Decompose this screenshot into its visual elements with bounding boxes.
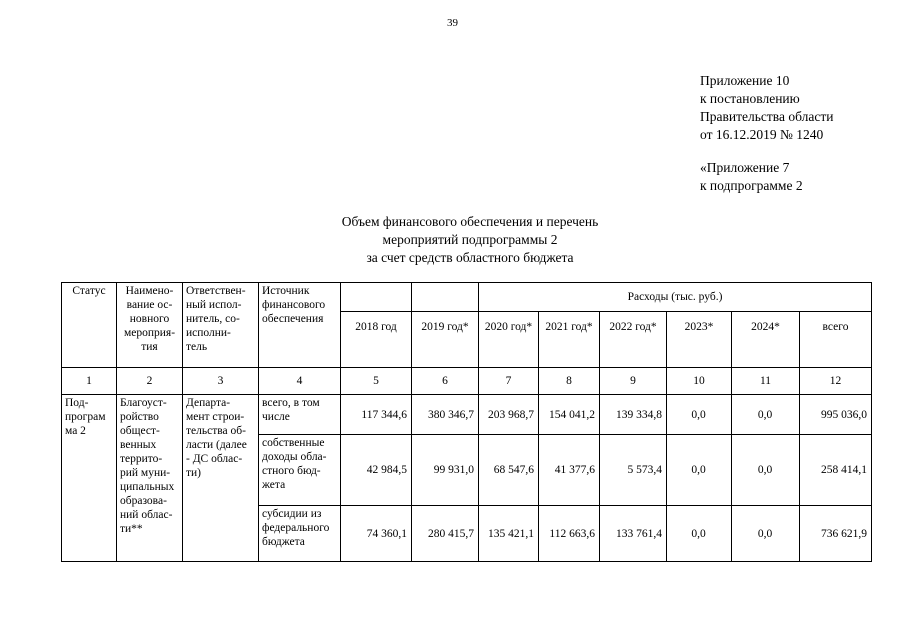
value-cell: 0,0 xyxy=(667,506,732,562)
value-cell: 154 041,2 xyxy=(539,395,600,435)
status-cell: Под- програм ма 2 xyxy=(62,395,117,562)
index-row xyxy=(62,368,872,395)
header-row-top xyxy=(62,283,872,312)
value-cell: 0,0 xyxy=(732,435,800,506)
header-total: всего xyxy=(800,312,872,368)
value-cell: 0,0 xyxy=(667,395,732,435)
index-cell: 7 xyxy=(479,368,539,395)
measure-name-cell: Благоуст- ройство общест- венных террито- рий муни- ципальных образова- ний облас- ти** xyxy=(117,395,183,562)
appendix-block xyxy=(700,72,833,195)
appendix-line: Приложение 10 xyxy=(700,73,790,88)
header-empty-cell xyxy=(341,283,412,312)
appendix-line: «Приложение 7 xyxy=(700,160,790,175)
table-row xyxy=(62,395,872,435)
index-cell: 9 xyxy=(600,368,667,395)
header-status: Статус xyxy=(62,283,117,368)
source-cell: всего, в том числе xyxy=(259,395,341,435)
appendix-spacer xyxy=(700,144,833,159)
index-cell: 11 xyxy=(732,368,800,395)
index-cell: 1 xyxy=(62,368,117,395)
header-empty-cell xyxy=(412,283,479,312)
header-year: 2018 год xyxy=(341,312,412,368)
document-title xyxy=(0,213,905,267)
index-cell: 6 xyxy=(412,368,479,395)
value-cell: 203 968,7 xyxy=(479,395,539,435)
header-expenses: Расходы (тыс. руб.) xyxy=(479,283,872,312)
total-cell: 258 414,1 xyxy=(800,435,872,506)
index-cell: 10 xyxy=(667,368,732,395)
value-cell: 117 344,6 xyxy=(341,395,412,435)
total-cell: 995 036,0 xyxy=(800,395,872,435)
header-year: 2023* xyxy=(667,312,732,368)
value-cell: 42 984,5 xyxy=(341,435,412,506)
header-executor: Ответствен- ный испол- нитель, со- исполни- тель xyxy=(183,283,259,368)
value-cell: 139 334,8 xyxy=(600,395,667,435)
appendix-line: Правительства области xyxy=(700,109,834,124)
value-cell: 68 547,6 xyxy=(479,435,539,506)
title-line: мероприятий подпрограммы 2 xyxy=(382,232,558,247)
index-cell: 2 xyxy=(117,368,183,395)
header-year: 2024* xyxy=(732,312,800,368)
header-year: 2019 год* xyxy=(412,312,479,368)
total-cell: 736 621,9 xyxy=(800,506,872,562)
value-cell: 112 663,6 xyxy=(539,506,600,562)
title-line: за счет средств областного бюджета xyxy=(366,250,574,265)
header-year: 2021 год* xyxy=(539,312,600,368)
appendix-line: от 16.12.2019 № 1240 xyxy=(700,127,824,142)
value-cell: 41 377,6 xyxy=(539,435,600,506)
value-cell: 99 931,0 xyxy=(412,435,479,506)
appendix-line: к постановлению xyxy=(700,91,800,106)
value-cell: 133 761,4 xyxy=(600,506,667,562)
index-cell: 4 xyxy=(259,368,341,395)
index-cell: 5 xyxy=(341,368,412,395)
value-cell: 380 346,7 xyxy=(412,395,479,435)
page-number: 39 xyxy=(447,17,458,29)
value-cell: 280 415,7 xyxy=(412,506,479,562)
index-cell: 3 xyxy=(183,368,259,395)
value-cell: 74 360,1 xyxy=(341,506,412,562)
value-cell: 0,0 xyxy=(732,506,800,562)
index-cell: 8 xyxy=(539,368,600,395)
finance-table xyxy=(61,282,872,562)
appendix-line: к подпрограмме 2 xyxy=(700,178,803,193)
header-source: Источник финансового обеспечения xyxy=(259,283,341,368)
header-year: 2022 год* xyxy=(600,312,667,368)
source-cell: собственные доходы обла- стного бюд- жета xyxy=(259,435,341,506)
index-cell: 12 xyxy=(800,368,872,395)
value-cell: 135 421,1 xyxy=(479,506,539,562)
header-year: 2020 год* xyxy=(479,312,539,368)
value-cell: 0,0 xyxy=(732,395,800,435)
header-name: Наимено- вание ос- новного мероприя- тия xyxy=(117,283,183,368)
source-cell: субсидии из федерального бюджета xyxy=(259,506,341,562)
executor-cell: Департа- мент строи- тельства об- ласти (далее - ДС облас- ти) xyxy=(183,395,259,562)
value-cell: 5 573,4 xyxy=(600,435,667,506)
title-line: Объем финансового обеспечения и перечень xyxy=(341,214,599,229)
value-cell: 0,0 xyxy=(667,435,732,506)
